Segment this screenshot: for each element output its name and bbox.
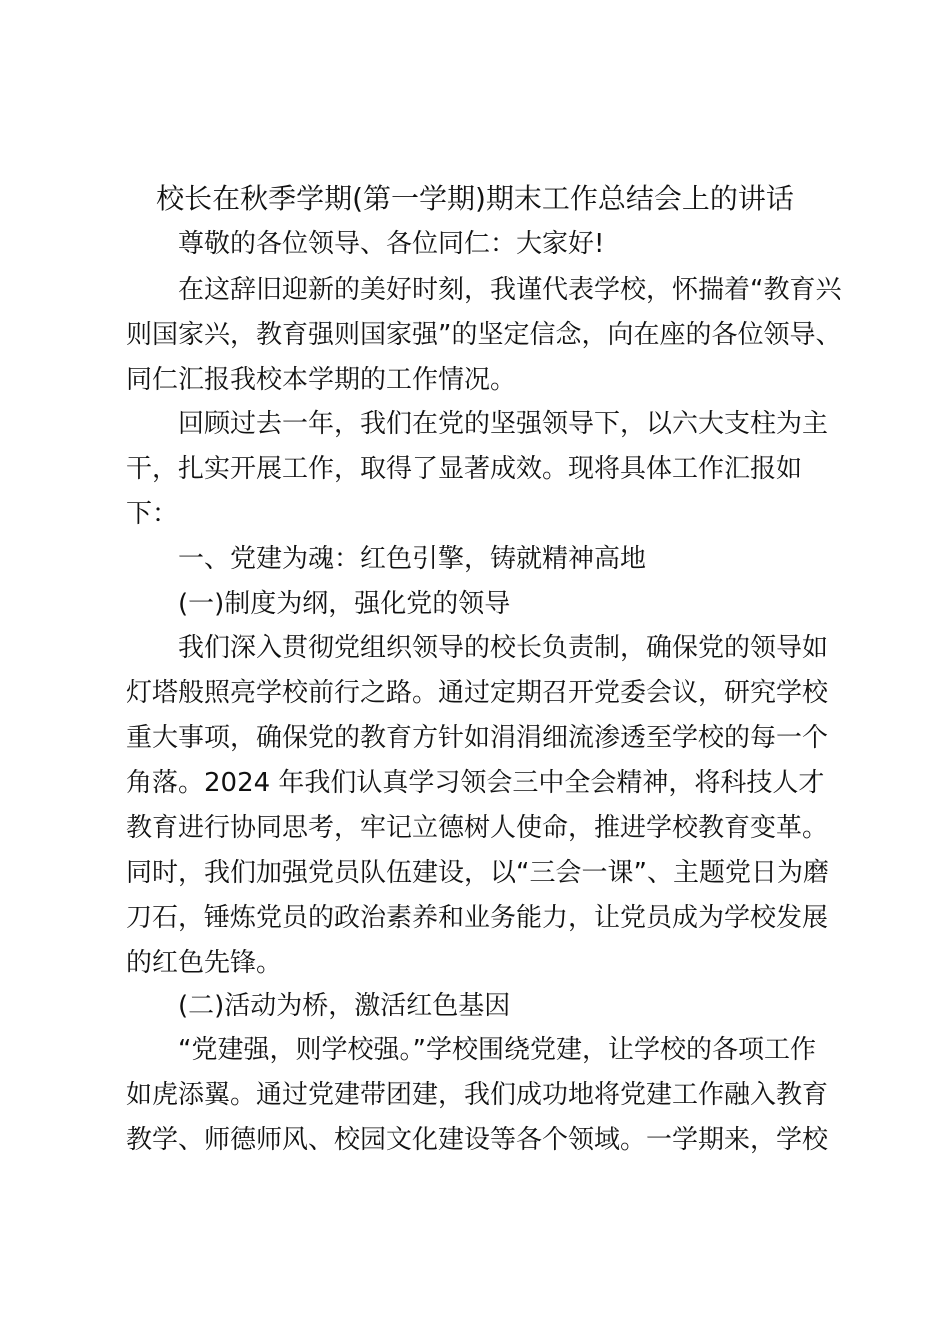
- paragraph-line: 下：: [126, 499, 179, 529]
- paragraph-line: 灯塔般照亮学校前行之路。通过定期召开党委会议，研究学校: [126, 678, 829, 708]
- paragraph-line: 回顾过去一年，我们在党的坚强领导下，以六大支柱为主: [178, 409, 829, 439]
- paragraph-line: 刀石，锤炼党员的政治素养和业务能力，让党员成为学校发展: [126, 903, 829, 933]
- sub2-paragraph: [126, 1028, 829, 1163]
- paragraph-line: 同时，我们加强党员队伍建设，以“三会一课”、主题党日为磨: [126, 858, 829, 888]
- paragraph-line: 的红色先锋。: [126, 948, 283, 978]
- paragraph-line: 教育进行协同思考，牢记立德树人使命，推进学校教育变革。: [126, 813, 829, 843]
- intro-paragraph: [126, 268, 842, 403]
- sub1-paragraph: [126, 626, 829, 986]
- paragraph-line: 在这辞旧迎新的美好时刻，我谨代表学校，怀揣着“教育兴: [178, 275, 842, 305]
- greeting: 尊敬的各位领导、各位同仁：大家好!: [178, 229, 605, 259]
- paragraph-line: 如虎添翼。通过党建带团建，我们成功地将党建工作融入教育: [126, 1080, 829, 1110]
- document-title: 校长在秋季学期(第一学期)期末工作总结会上的讲话: [156, 182, 794, 215]
- paragraph-line: 则国家兴，教育强则国家强”的坚定信念，向在座的各位领导、: [126, 320, 842, 350]
- review-paragraph: [126, 402, 829, 537]
- paragraph-line: 干，扎实开展工作，取得了显著成效。现将具体工作汇报如: [126, 454, 803, 484]
- paragraph-line: “党建强，则学校强。”学校围绕党建，让学校的各项工作: [178, 1035, 816, 1065]
- section-heading: 一、党建为魂：红色引擎，铸就精神高地: [178, 544, 647, 574]
- paragraph-line: 同仁汇报我校本学期的工作情况。: [126, 365, 517, 395]
- paragraph-line: 角落。2024 年我们认真学习领会三中全会精神，将科技人才: [126, 768, 825, 798]
- subsection-heading: (二)活动为桥，激活红色基因: [178, 991, 511, 1021]
- paragraph-line: 重大事项，确保党的教育方针如涓涓细流渗透至学校的每一个: [126, 723, 829, 753]
- paragraph-line: 教学、师德师风、校园文化建设等各个领域。一学期来，学校: [126, 1125, 829, 1155]
- paragraph-line: 我们深入贯彻党组织领导的校长负责制，确保党的领导如: [178, 633, 829, 663]
- subsection-heading: (一)制度为纲，强化党的领导: [178, 589, 511, 619]
